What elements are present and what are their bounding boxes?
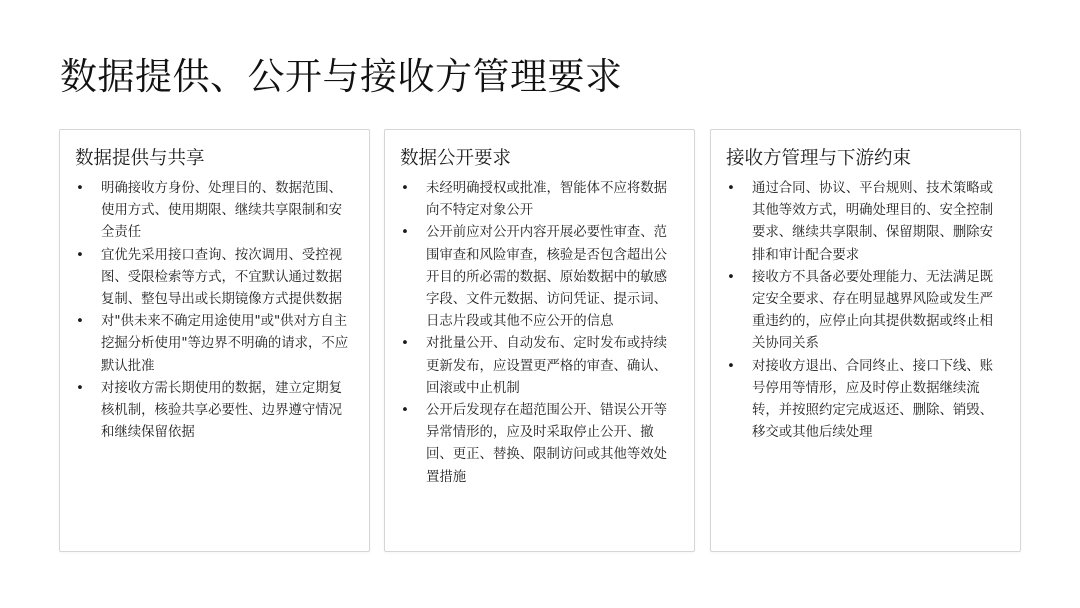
list-item-text: 对批量公开、自动发布、定时发布或持续更新发布，应设置更严格的审查、确认、回滚或中止机制 [426,336,668,396]
bullet-icon: • [401,336,409,352]
bullet-list [724,178,1004,444]
bullet-icon: • [76,247,84,263]
list-item [73,311,353,378]
bullet-icon: • [727,358,735,374]
list-item [73,245,353,312]
card-title: 接收方管理与下游约束 [726,148,912,169]
slide-title: 数据提供、公开与接收方管理要求 [60,55,623,98]
list-item-text: 公开前应对公开内容开展必要性审查、范围审查和风险审查，核验是否包含超出公开目的所必需的数据、原始数据中的敏感字段、文件元数据、访问凭证、提示词、日志片段或其他不应公开的信息 [426,225,668,330]
bullet-list [398,178,678,489]
list-item-text: 通过合同、协议、平台规则、技术策略或其他等效方式，明确处理目的、安全控制要求、继续共享限制、保留期限、删除安排和审计配合要求 [752,181,994,263]
list-item-text: 公开后发现存在超范围公开、错误公开等异常情形的，应及时采取停止公开、撤回、更正、替换、限制访问或其他等效处置措施 [426,403,668,485]
bullet-icon: • [76,380,84,396]
list-item-text: 对接收方需长期使用的数据，建立定期复核机制，核验共享必要性、边界遵守情况和继续保留依据 [101,380,343,441]
bullet-icon: • [76,314,84,330]
list-item [398,400,678,489]
list-item-text: 对"供未来不确定用途使用"或"供对方自主挖掘分析使用"等边界不明确的请求，不应默认批准 [101,314,349,374]
list-item [73,378,353,445]
bullet-icon: • [401,225,409,241]
list-item-text: 接收方不具备必要处理能力、无法满足既定安全要求、存在明显越界风险或发生严重违约的，应停止向其提供数据或终止相关协同关系 [752,269,994,352]
list-item [73,178,353,245]
list-item-text: 宜优先采用接口查询、按次调用、受控视图、受限检索等方式，不宜默认通过数据复制、整包导出或长期镜像方式提供数据 [101,247,343,308]
bullet-icon: • [76,181,84,196]
list-item-text: 未经明确授权或批准，智能体不应将数据向不特定对象公开 [426,181,668,219]
list-item [398,333,678,400]
card-title: 数据提供与共享 [75,148,205,169]
card-title: 数据公开要求 [400,148,512,169]
bullet-list [73,178,353,444]
card-data-disclosure [384,129,695,552]
bullet-icon: • [401,403,409,419]
list-item [724,178,1004,267]
list-item [724,267,1004,356]
card-recipient-management [710,129,1021,552]
list-item [398,222,678,333]
bullet-icon: • [727,181,735,196]
list-item-text: 对接收方退出、合同终止、接口下线、账号停用等情形，应及时停止数据继续流转，并按照约定完成返还、删除、销毁、移交或其他后续处理 [752,358,994,441]
list-item-text: 明确接收方身份、处理目的、数据范围、使用方式、使用期限、继续共享限制和安全责任 [101,181,343,241]
list-item [398,178,678,222]
bullet-icon: • [727,269,735,285]
bullet-icon: • [401,181,409,196]
card-data-provision-sharing [59,129,370,552]
list-item [724,356,1004,445]
